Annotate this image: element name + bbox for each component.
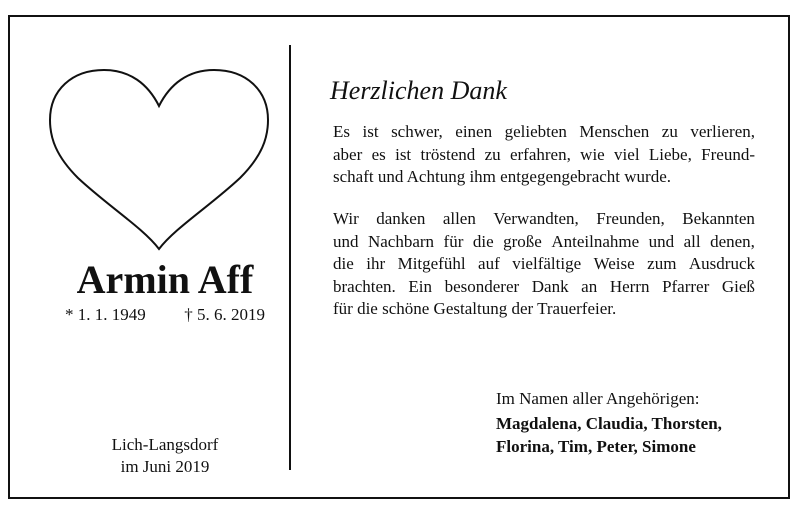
birth-date: * 1. 1. 1949 xyxy=(65,305,146,324)
paragraph-line: schaft und Achtung ihm entgegengebracht wurde. xyxy=(333,167,672,186)
paragraph-line: die ihr Mitgefühl auf vielfältige Weise zum Ausdruck xyxy=(333,254,755,273)
death-date: † 5. 6. 2019 xyxy=(184,305,265,324)
paragraph-line: Wir danken allen Verwandten, Freunden, Bekannten xyxy=(333,209,755,228)
thanks-paragraph-2 xyxy=(333,208,755,321)
place: Lich-Langsdorf xyxy=(111,435,219,454)
month-year: im Juni 2019 xyxy=(120,457,210,476)
paragraph-line: und Nachbarn für die große Anteilnahme und all denen, xyxy=(333,231,755,251)
signature-block xyxy=(496,387,776,458)
signature-intro: Im Namen aller Angehörigen: xyxy=(496,389,700,408)
paragraph-line: Es ist schwer, einen geliebten Menschen zu verlieren, xyxy=(333,122,755,141)
heart-icon xyxy=(48,68,270,253)
paragraph-line: für die schöne Gestaltung der Trauerfeier. xyxy=(333,299,617,318)
signature-names-line: Florina, Tim, Peter, Simone xyxy=(496,437,696,456)
obituary-card xyxy=(8,15,790,499)
thanks-paragraph-1 xyxy=(333,121,755,189)
vertical-divider xyxy=(289,45,291,470)
paragraph-line: aber es ist tröstend zu erfahren, wie viel Liebe, Freund- xyxy=(333,144,755,164)
life-dates xyxy=(65,304,265,326)
paragraph-line: brachten. Ein besonderer Dank an Herrn Pfarrer Gieß xyxy=(333,276,755,296)
thanks-heading: Herzlichen Dank xyxy=(330,76,507,105)
place-and-date xyxy=(10,434,320,478)
deceased-name: Armin Aff xyxy=(76,257,254,302)
signature-names-line: Magdalena, Claudia, Thorsten, xyxy=(496,414,722,433)
